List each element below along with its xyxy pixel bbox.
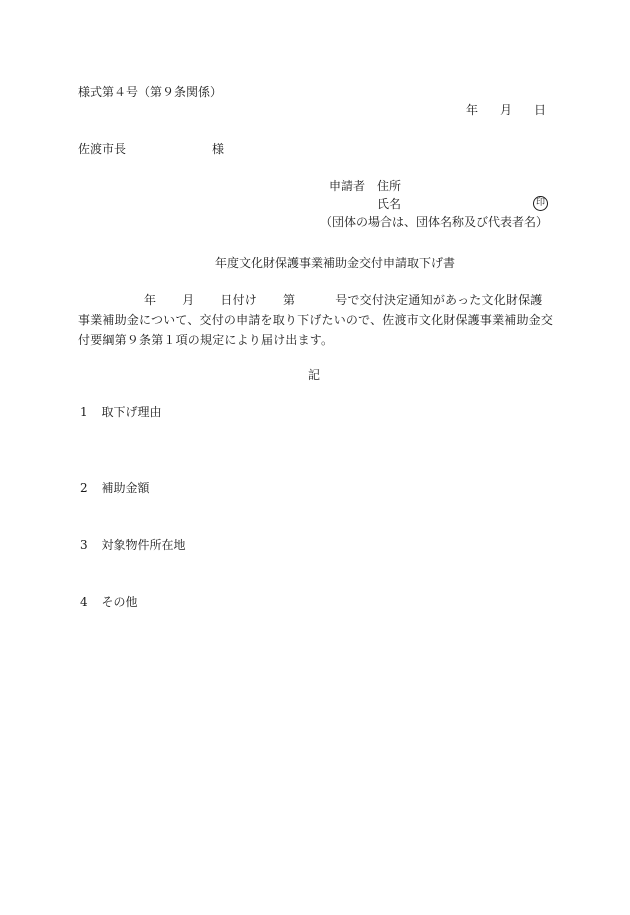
group-note: （団体の場合は、団体名称及び代表者名） [320, 215, 549, 229]
list-item [80, 406, 161, 418]
applicant-label: 申請者 [329, 179, 366, 193]
date-line [466, 104, 546, 116]
list-item [80, 482, 149, 494]
date-month-label: 月 [500, 103, 513, 117]
item-label: 対象物件所在地 [101, 538, 186, 552]
item-label: 取下げ理由 [101, 405, 162, 419]
ki-heading: 記 [308, 368, 321, 382]
body-year: 年 [144, 293, 157, 307]
list-item [80, 596, 137, 608]
item-label: 補助金額 [101, 481, 150, 495]
applicant-name-label: 氏名 [377, 197, 402, 211]
document-title: 年度文化財保護事業補助金交付申請取下げ書 [215, 256, 456, 270]
seal-mark [533, 196, 548, 211]
date-year-label: 年 [466, 103, 479, 117]
addressee-honorific: 様 [212, 142, 225, 156]
item-number: 4 [80, 595, 88, 609]
body-text: 号で交付決定通知があった文化財保護事業補助金について、交付の申請を取り下げたいので、佐渡市文化財保護事業補助金交付要綱第９条第１項の規定により届け出ます。 [78, 293, 554, 347]
body-paragraph [78, 290, 554, 350]
body-dated: 日付け [220, 293, 258, 307]
addressee-name: 佐渡市長 [78, 142, 127, 156]
applicant-address-label: 住所 [377, 179, 402, 193]
date-day-label: 日 [534, 103, 547, 117]
body-month: 月 [182, 293, 195, 307]
seal-icon: 印 [533, 196, 548, 211]
form-number-label: 様式第４号（第９条関係） [78, 85, 223, 99]
item-number: 3 [80, 538, 88, 552]
body-number-prefix: 第 [283, 293, 296, 307]
item-number: 1 [80, 405, 88, 419]
item-label: その他 [101, 595, 138, 609]
item-number: 2 [80, 481, 88, 495]
list-item [80, 539, 185, 551]
